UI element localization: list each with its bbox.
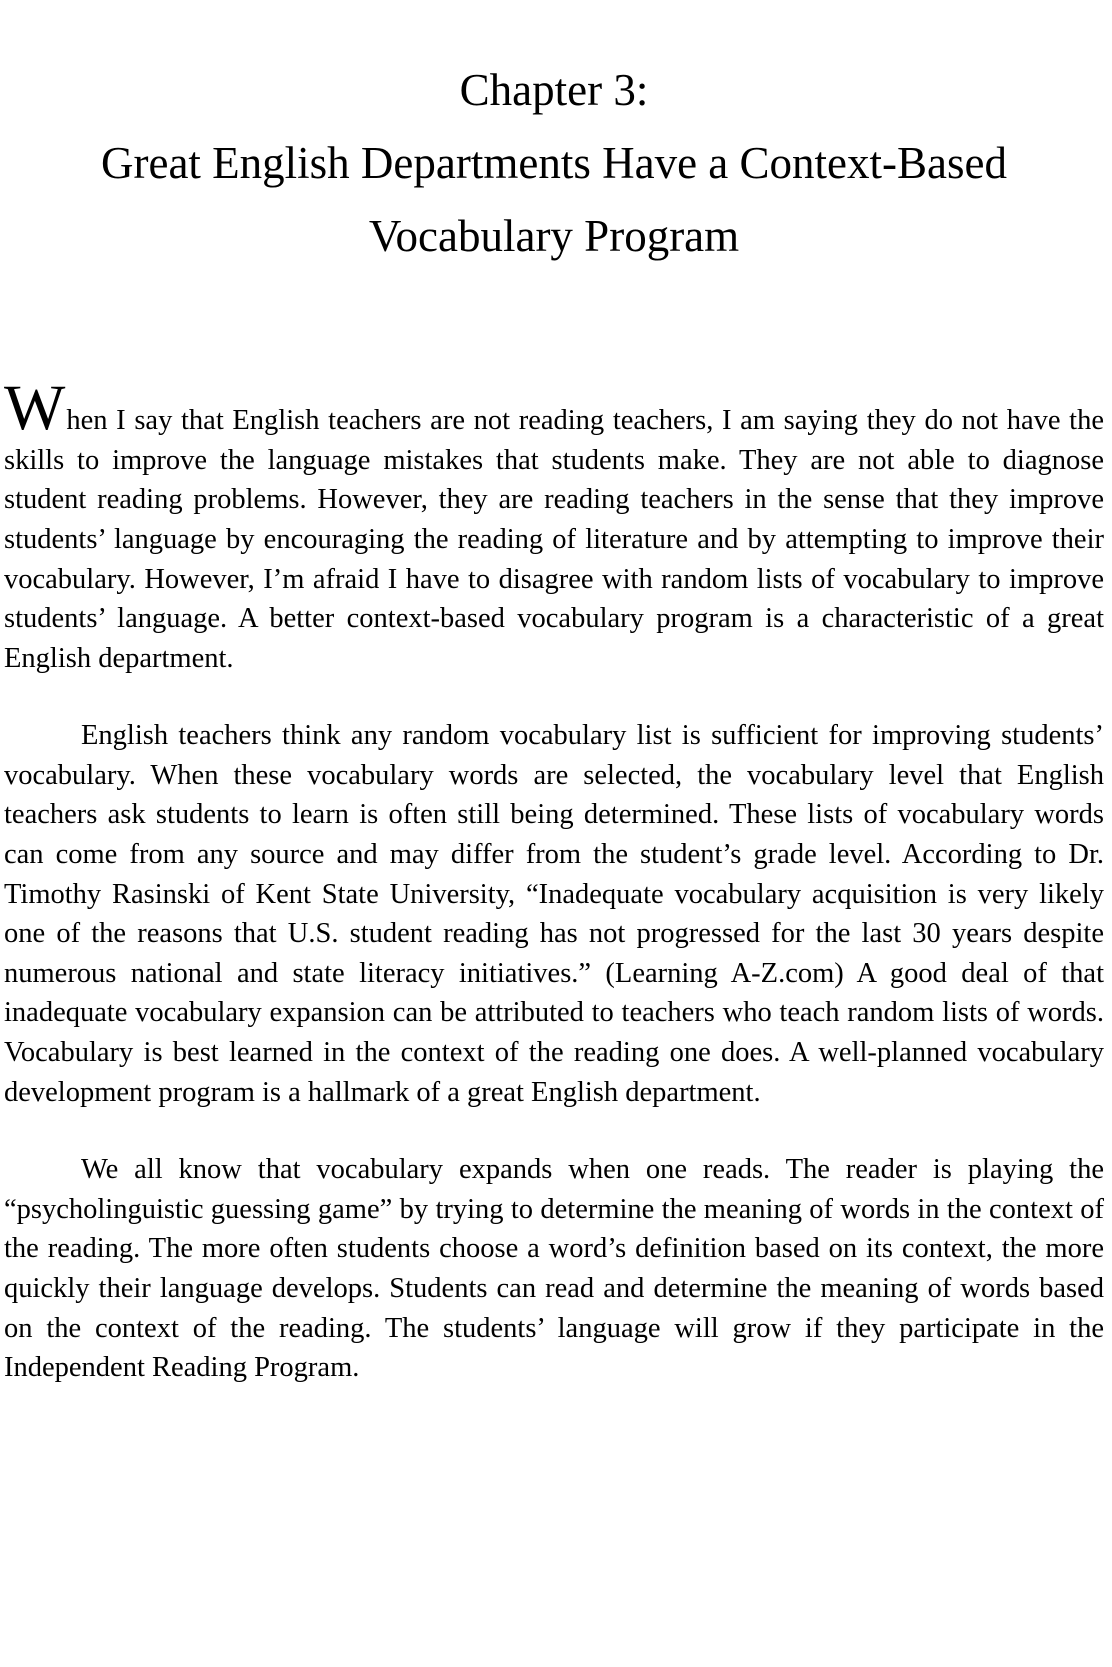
chapter-title-line-1: Chapter 3: [459,65,649,116]
paragraph-1-text: hen I say that English teachers are not reading teachers, I am saying they do not have the skills to improve the language mistakes that students make. They are not able to diagnose student reading problems. However, they are reading teachers in the sense that they improve students’ language by encouraging the reading of literature and by attempting to improve their vocabulary. However, I’m afraid I have to disagree with random lists of vocabulary to improve students’ language. A better context-based vocabulary program is a characteristic of a great English department. [4,405,1104,674]
dropcap-initial: W [4,372,67,445]
paragraph-3: We all know that vocabulary expands when one reads. The reader is playing the “psycholinguistic guessing game” by trying to determine the meaning of words in the context of the reading. The more often students choose a word’s definition based on its context, the more quickly their language develops. Students can read and determine the meaning of words based on the context of the reading. The students’ language will grow if they participate in the Independent Reading Program. [4,1154,1104,1384]
chapter-title-line-2: Great English Departments Have a Context-Based [101,138,1007,189]
chapter-body [4,372,1104,1388]
paragraph-2: English teachers think any random vocabulary list is sufficient for improving students’ vocabulary. When these vocabulary words are selected, the vocabulary level that English teachers ask students to learn is often still being determined. These lists of vocabulary words can come from any source and may differ from the student’s grade level. According to Dr. Timothy Rasinski of Kent State University, “Inadequate vocabulary acquisition is very likely one of the reasons that U.S. student reading has not progressed for the last 30 years despite numerous national and state literacy initiatives.” (Learning A-Z.com) A good deal of that inadequate vocabulary expansion can be attributed to teachers who teach random lists of words. Vocabulary is best learned in the context of the reading one does. A well-planned vocabulary development program is a hallmark of a great English department. [4,720,1104,1108]
chapter-title [4,54,1104,273]
paragraph-1 [4,372,1104,678]
chapter-title-line-3: Vocabulary Program [368,211,740,262]
